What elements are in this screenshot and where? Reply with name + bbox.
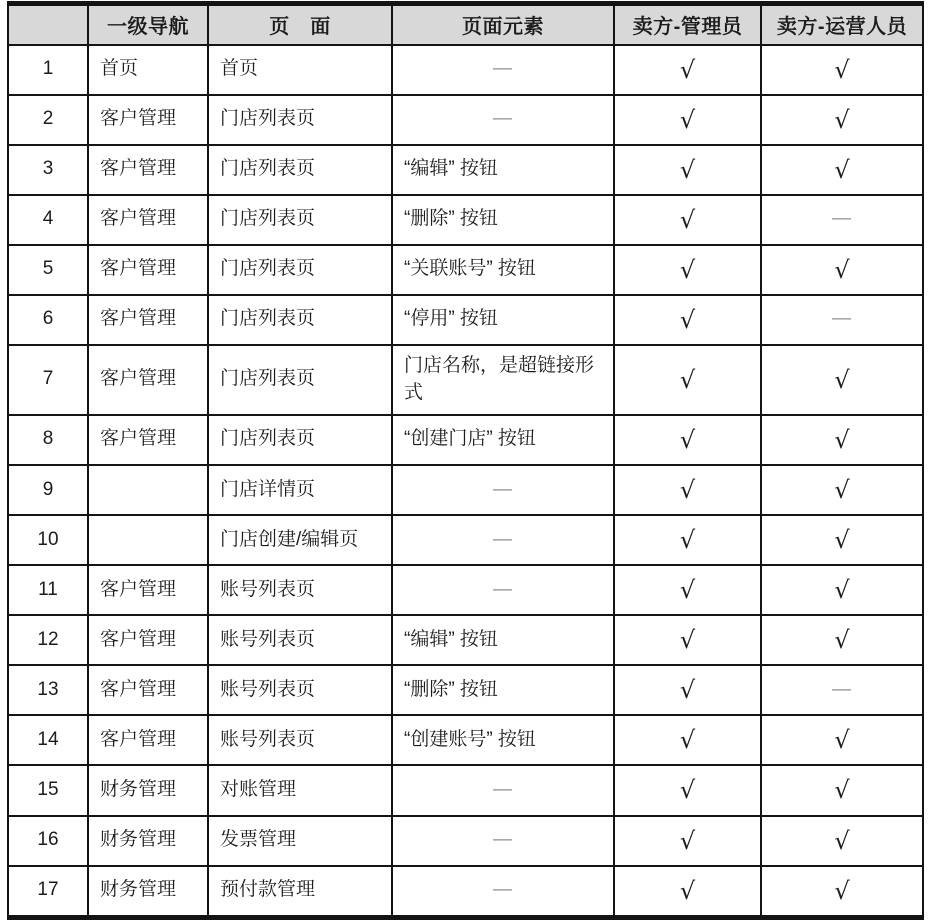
table-row [8, 665, 923, 715]
element-cell: — [392, 765, 614, 815]
seller-ops-cell: √ [761, 615, 923, 665]
element-cell: — [392, 515, 614, 565]
nav-cell: 客户管理 [88, 95, 208, 145]
col-header-index [8, 4, 88, 45]
nav-cell: 客户管理 [88, 295, 208, 345]
seller-admin-cell: √ [614, 95, 761, 145]
page-cell: 账号列表页 [208, 665, 392, 715]
row-number-cell: 7 [8, 345, 88, 415]
page-cell: 门店列表页 [208, 295, 392, 345]
element-cell: “删除” 按钮 [392, 195, 614, 245]
table-row [8, 565, 923, 615]
seller-admin-cell: √ [614, 665, 761, 715]
seller-admin-cell: √ [614, 195, 761, 245]
seller-admin-cell: √ [614, 515, 761, 565]
table-row [8, 715, 923, 765]
page-cell: 账号列表页 [208, 565, 392, 615]
row-number-cell: 2 [8, 95, 88, 145]
seller-admin-cell: √ [614, 565, 761, 615]
element-cell: “停用” 按钮 [392, 295, 614, 345]
page-cell: 对账管理 [208, 765, 392, 815]
page-cell: 门店列表页 [208, 145, 392, 195]
table-row [8, 295, 923, 345]
col-header-seller-ops: 卖方-运营人员 [761, 4, 923, 45]
nav-cell: 客户管理 [88, 245, 208, 295]
row-number-cell: 5 [8, 245, 88, 295]
col-header-seller-admin: 卖方-管理员 [614, 4, 761, 45]
table-row [8, 866, 923, 918]
nav-cell: 客户管理 [88, 715, 208, 765]
permissions-table-container [7, 1, 922, 920]
page-cell: 门店列表页 [208, 415, 392, 465]
col-header-page: 页 面 [208, 4, 392, 45]
row-number-cell: 8 [8, 415, 88, 465]
nav-cell: 客户管理 [88, 415, 208, 465]
table-header [8, 4, 923, 45]
seller-ops-cell: √ [761, 415, 923, 465]
element-cell: — [392, 866, 614, 918]
row-number-cell: 17 [8, 866, 88, 918]
row-number-cell: 1 [8, 45, 88, 95]
row-number-cell: 10 [8, 515, 88, 565]
table-row [8, 195, 923, 245]
element-cell: — [392, 565, 614, 615]
seller-admin-cell: √ [614, 295, 761, 345]
nav-cell [88, 515, 208, 565]
element-cell: “创建账号” 按钮 [392, 715, 614, 765]
table-row [8, 515, 923, 565]
page-cell: 门店列表页 [208, 245, 392, 295]
element-cell: “删除” 按钮 [392, 665, 614, 715]
row-number-cell: 14 [8, 715, 88, 765]
nav-cell: 客户管理 [88, 195, 208, 245]
header-row [8, 4, 923, 45]
element-cell: “创建门店” 按钮 [392, 415, 614, 465]
nav-cell: 客户管理 [88, 615, 208, 665]
table-row [8, 45, 923, 95]
seller-admin-cell: √ [614, 415, 761, 465]
table-row [8, 816, 923, 866]
page-cell: 门店列表页 [208, 345, 392, 415]
element-cell: 门店名称，是超链接形式 [392, 345, 614, 415]
seller-ops-cell: √ [761, 866, 923, 918]
table-row [8, 465, 923, 515]
seller-ops-cell: √ [761, 465, 923, 515]
seller-admin-cell: √ [614, 465, 761, 515]
element-cell: “编辑” 按钮 [392, 615, 614, 665]
nav-cell: 客户管理 [88, 345, 208, 415]
seller-admin-cell: √ [614, 345, 761, 415]
nav-cell: 首页 [88, 45, 208, 95]
seller-admin-cell: √ [614, 715, 761, 765]
row-number-cell: 11 [8, 565, 88, 615]
col-header-element: 页面元素 [392, 4, 614, 45]
table-row [8, 415, 923, 465]
element-cell: — [392, 816, 614, 866]
row-number-cell: 12 [8, 615, 88, 665]
seller-ops-cell: — [761, 195, 923, 245]
table-row [8, 95, 923, 145]
table-row [8, 345, 923, 415]
element-cell: — [392, 95, 614, 145]
page-cell: 门店详情页 [208, 465, 392, 515]
seller-ops-cell: √ [761, 816, 923, 866]
row-number-cell: 4 [8, 195, 88, 245]
seller-ops-cell: √ [761, 45, 923, 95]
nav-cell: 财务管理 [88, 816, 208, 866]
table-row [8, 145, 923, 195]
row-number-cell: 13 [8, 665, 88, 715]
seller-admin-cell: √ [614, 245, 761, 295]
table-body [8, 45, 923, 918]
element-cell: — [392, 465, 614, 515]
element-cell: “编辑” 按钮 [392, 145, 614, 195]
page-cell: 门店列表页 [208, 195, 392, 245]
row-number-cell: 9 [8, 465, 88, 515]
nav-cell: 客户管理 [88, 145, 208, 195]
nav-cell: 财务管理 [88, 765, 208, 815]
seller-admin-cell: √ [614, 45, 761, 95]
seller-ops-cell: √ [761, 145, 923, 195]
seller-admin-cell: √ [614, 765, 761, 815]
seller-admin-cell: √ [614, 866, 761, 918]
page-cell: 门店创建/编辑页 [208, 515, 392, 565]
seller-ops-cell: √ [761, 515, 923, 565]
seller-admin-cell: √ [614, 145, 761, 195]
seller-ops-cell: √ [761, 95, 923, 145]
nav-cell: 客户管理 [88, 565, 208, 615]
page-cell: 门店列表页 [208, 95, 392, 145]
permissions-table [7, 1, 924, 920]
page-cell: 预付款管理 [208, 866, 392, 918]
seller-ops-cell: √ [761, 715, 923, 765]
seller-ops-cell: — [761, 295, 923, 345]
nav-cell [88, 465, 208, 515]
seller-ops-cell: √ [761, 345, 923, 415]
table-row [8, 765, 923, 815]
row-number-cell: 3 [8, 145, 88, 195]
element-cell: “关联账号” 按钮 [392, 245, 614, 295]
element-cell: — [392, 45, 614, 95]
table-row [8, 245, 923, 295]
page-cell: 首页 [208, 45, 392, 95]
page-cell: 发票管理 [208, 816, 392, 866]
row-number-cell: 15 [8, 765, 88, 815]
seller-ops-cell: √ [761, 245, 923, 295]
page-cell: 账号列表页 [208, 615, 392, 665]
seller-admin-cell: √ [614, 816, 761, 866]
row-number-cell: 6 [8, 295, 88, 345]
seller-ops-cell: √ [761, 565, 923, 615]
page-cell: 账号列表页 [208, 715, 392, 765]
table-row [8, 615, 923, 665]
col-header-nav: 一级导航 [88, 4, 208, 45]
seller-ops-cell: — [761, 665, 923, 715]
seller-ops-cell: √ [761, 765, 923, 815]
seller-admin-cell: √ [614, 615, 761, 665]
row-number-cell: 16 [8, 816, 88, 866]
nav-cell: 财务管理 [88, 866, 208, 918]
nav-cell: 客户管理 [88, 665, 208, 715]
